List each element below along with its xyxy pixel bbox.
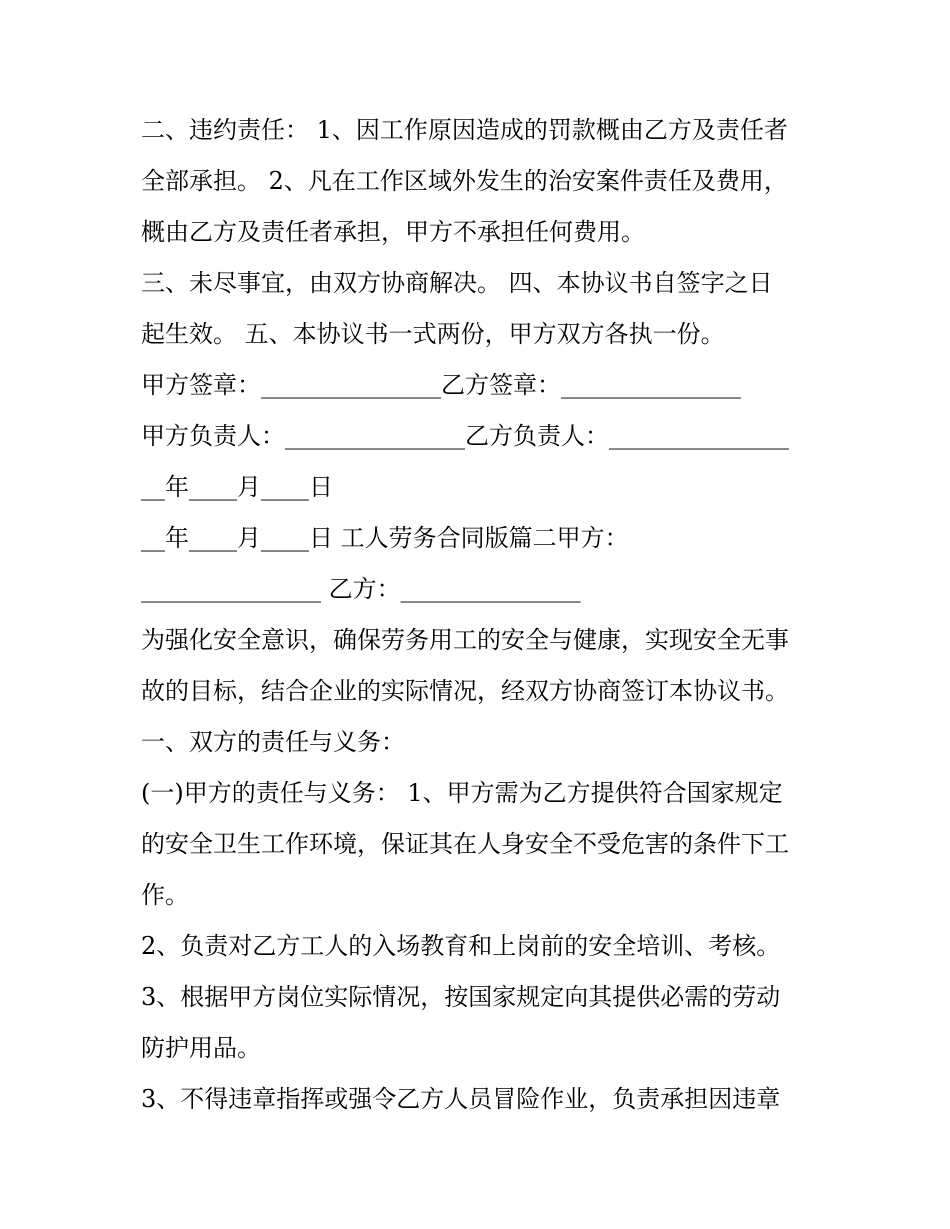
- paragraph-line-9: 的安全卫生工作环境，保证其在人身安全不受危害的条件下工: [141, 830, 789, 858]
- paragraph-line-2: 全部承担。 2、凡在工作区域外发生的治安案件责任及费用，: [141, 167, 788, 195]
- paragraph-line-4: 三、未尽事宜，由双方协商解决。 四、本协议书自签字之日: [141, 269, 773, 297]
- paragraph-line-3: 概由乙方及责任者承担，甲方不承担任何费用。: [141, 218, 645, 246]
- paragraph-line-8: (一)甲方的责任与义务： 1、甲方需为乙方提供符合国家规定: [141, 779, 783, 807]
- paragraph-line-12: 3、根据甲方岗位实际情况，按国家规定向其提供必需的劳动: [141, 983, 781, 1011]
- signature-line-seal: 甲方签章：_______________乙方签章：_______________: [141, 371, 741, 399]
- paragraph-line-7: 故的目标，结合企业的实际情况，经双方协商签订本协议书。: [141, 677, 789, 705]
- party-blank-line: _______________ 乙方：_______________: [141, 575, 581, 603]
- paragraph-line-10: 作。: [141, 881, 189, 909]
- paragraph-line-11: 2、负责对乙方工人的入场教育和上岗前的安全培训、考核。: [141, 932, 781, 960]
- paragraph-line-6: 为强化安全意识，确保劳务用工的安全与健康，实现安全无事: [141, 626, 789, 654]
- date-line-1: __年____月____日: [141, 473, 333, 501]
- date-line-2: __年____月____日 工人劳务合同版篇二甲方：: [141, 524, 629, 552]
- signature-line-person: 甲方负责人：_______________乙方负责人：_______________: [141, 422, 789, 450]
- section-heading: 一、双方的责任与义务：: [141, 728, 405, 756]
- paragraph-line-14: 3、不得违章指挥或强令乙方人员冒险作业，负责承担因违章: [141, 1085, 781, 1113]
- paragraph-line-1: 二、违约责任： 1、因工作原因造成的罚款概由乙方及责任者: [141, 116, 788, 144]
- paragraph-line-5: 起生效。 五、本协议书一式两份，甲方双方各执一份。: [141, 320, 725, 348]
- paragraph-line-13: 防护用品。: [141, 1034, 261, 1062]
